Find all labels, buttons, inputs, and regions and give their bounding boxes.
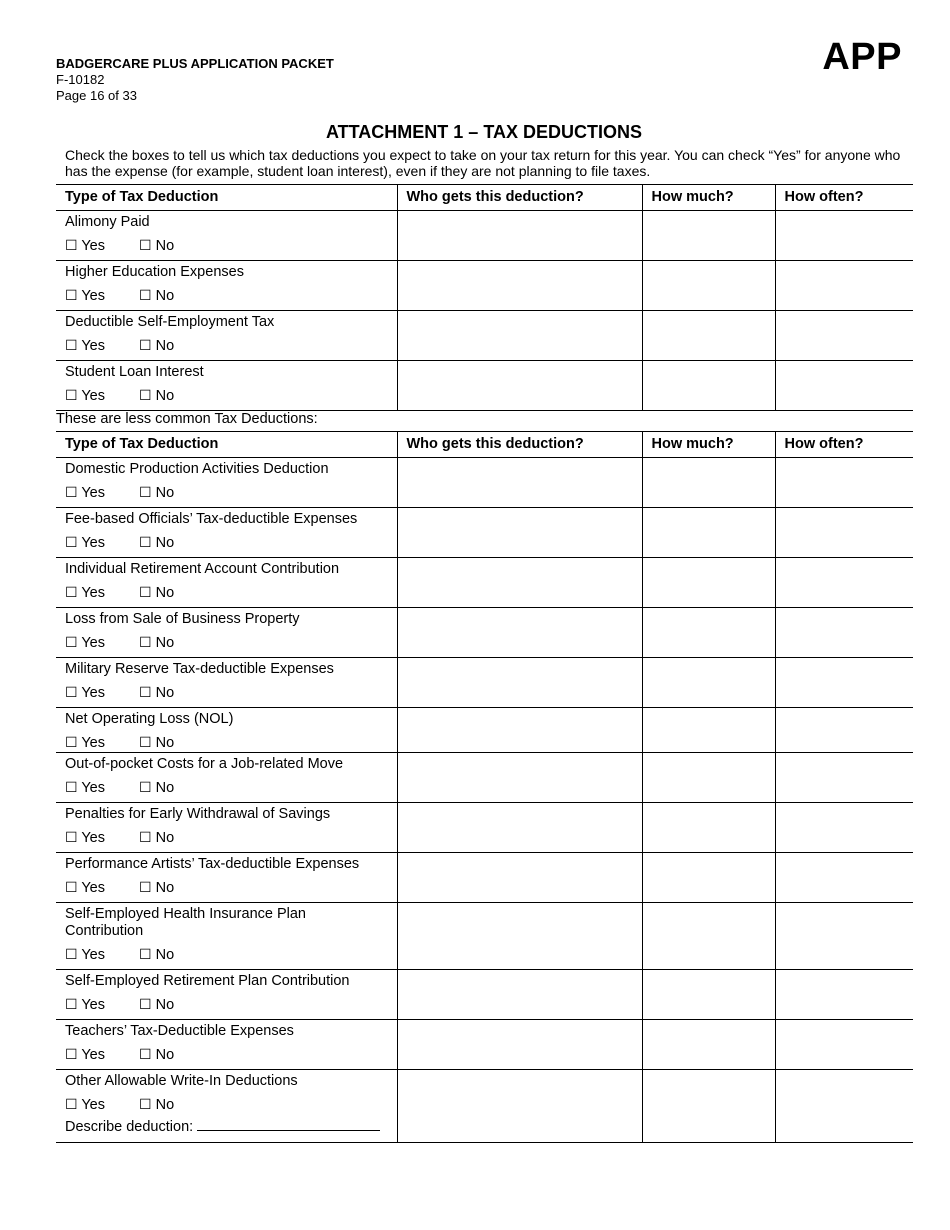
how-often-cell[interactable] [775, 608, 913, 658]
how-often-cell[interactable] [775, 508, 913, 558]
how-much-cell[interactable] [642, 1020, 775, 1070]
attachment-title: ATTACHMENT 1 – TAX DEDUCTIONS [325, 122, 642, 142]
deduction-type-cell [56, 608, 397, 658]
deduction-name: Alimony Paid [65, 214, 150, 230]
no-checkbox[interactable]: ☐ [139, 287, 152, 303]
no-option[interactable] [139, 880, 174, 896]
how-much-cell[interactable] [642, 1070, 775, 1143]
deduction-name: Student Loan Interest [65, 364, 204, 380]
yes-checkbox[interactable]: ☐ [65, 734, 78, 750]
deduction-type-cell [56, 903, 397, 970]
yes-no-choice [56, 728, 397, 752]
deduction-type-cell [56, 1070, 397, 1143]
no-label: No [155, 1097, 175, 1113]
yes-no-choice [56, 1040, 397, 1064]
deduction-name: Fee-based Officials’ Tax-deductible Expenses [65, 511, 358, 527]
who-cell[interactable] [397, 903, 642, 970]
yes-no-choice [56, 990, 397, 1014]
who-cell[interactable] [397, 311, 642, 361]
how-much-cell[interactable] [642, 508, 775, 558]
no-checkbox[interactable]: ☐ [139, 879, 152, 895]
document-header [56, 56, 334, 104]
how-often-cell[interactable] [775, 803, 913, 853]
yes-label: Yes [81, 1097, 105, 1113]
yes-no-choice [56, 678, 397, 702]
describe-input-line[interactable] [197, 1117, 380, 1131]
no-option[interactable] [139, 780, 174, 796]
deduction-row-out-of-pocket-costs-for-a-job-related-move [56, 753, 913, 803]
deduction-row-military-reserve-tax-deductible-expenses [56, 658, 913, 708]
header-how-much: How much? [642, 185, 775, 211]
yes-option[interactable] [65, 997, 105, 1013]
describe-deduction [56, 1114, 397, 1138]
yes-checkbox[interactable]: ☐ [65, 996, 78, 1012]
app-mark: APP [822, 36, 902, 78]
deduction-type-cell [56, 361, 397, 411]
yes-no-choice [56, 873, 397, 897]
no-checkbox[interactable]: ☐ [139, 946, 152, 962]
no-label: No [155, 947, 175, 963]
yes-checkbox[interactable]: ☐ [65, 337, 78, 353]
deduction-type-cell [56, 261, 397, 311]
yes-label: Yes [81, 735, 105, 751]
how-much-cell[interactable] [642, 558, 775, 608]
yes-label: Yes [81, 880, 105, 896]
who-cell[interactable] [397, 1070, 642, 1143]
no-option[interactable] [139, 238, 174, 254]
how-often-cell[interactable] [775, 1070, 913, 1143]
deduction-row-loss-from-sale-of-business-property [56, 608, 913, 658]
how-often-cell[interactable] [775, 970, 913, 1020]
no-checkbox[interactable]: ☐ [139, 684, 152, 700]
yes-label: Yes [81, 830, 105, 846]
no-option[interactable] [139, 338, 174, 354]
less-common-note-row [56, 411, 913, 432]
deduction-name: Self-Employed Retirement Plan Contribution [65, 973, 350, 989]
page-number: Page 16 of 33 [56, 88, 137, 103]
yes-checkbox[interactable]: ☐ [65, 684, 78, 700]
deduction-row-deductible-self-employment-tax [56, 311, 913, 361]
deduction-type-cell [56, 708, 397, 753]
who-cell[interactable] [397, 608, 642, 658]
yes-no-choice [56, 381, 397, 405]
no-checkbox[interactable]: ☐ [139, 584, 152, 600]
deduction-row-domestic-production-activities-deduction [56, 458, 913, 508]
header-type: Type of Tax Deduction [56, 432, 397, 458]
header-how-often: How often? [775, 185, 913, 211]
header-how-much: How much? [642, 432, 775, 458]
column-header-row [56, 185, 913, 211]
who-cell[interactable] [397, 458, 642, 508]
no-label: No [155, 238, 175, 254]
how-often-cell[interactable] [775, 658, 913, 708]
no-checkbox[interactable]: ☐ [139, 829, 152, 845]
deduction-type-cell [56, 853, 397, 903]
no-checkbox[interactable]: ☐ [139, 237, 152, 253]
deduction-row-self-employed-retirement-plan-contribution [56, 970, 913, 1020]
no-checkbox[interactable]: ☐ [139, 634, 152, 650]
describe-label: Describe deduction: [65, 1119, 194, 1135]
how-often-cell[interactable] [775, 753, 913, 803]
no-label: No [155, 997, 175, 1013]
deduction-name: Loss from Sale of Business Property [65, 611, 300, 627]
yes-label: Yes [81, 238, 105, 254]
no-option[interactable] [139, 685, 174, 701]
no-checkbox[interactable]: ☐ [139, 337, 152, 353]
who-cell[interactable] [397, 361, 642, 411]
no-option[interactable] [139, 947, 174, 963]
yes-checkbox[interactable]: ☐ [65, 237, 78, 253]
yes-label: Yes [81, 485, 105, 501]
yes-checkbox[interactable]: ☐ [65, 584, 78, 600]
header-who: Who gets this deduction? [397, 185, 642, 211]
who-cell[interactable] [397, 1020, 642, 1070]
deduction-name: Performance Artists’ Tax-deductible Expenses [65, 856, 360, 872]
form-number: F-10182 [56, 72, 105, 87]
deduction-name: Teachers’ Tax-Deductible Expenses [65, 1023, 294, 1039]
yes-checkbox[interactable]: ☐ [65, 879, 78, 895]
deduction-type-cell [56, 311, 397, 361]
no-option[interactable] [139, 1097, 174, 1113]
yes-label: Yes [81, 685, 105, 701]
yes-option[interactable] [65, 238, 105, 254]
deduction-name: Individual Retirement Account Contribution [65, 561, 340, 577]
packet-title: BADGERCARE PLUS APPLICATION PACKET [56, 56, 334, 71]
no-option[interactable] [139, 535, 174, 551]
no-option[interactable] [139, 288, 174, 304]
deduction-name: Domestic Production Activities Deduction [65, 461, 329, 477]
yes-option[interactable] [65, 735, 105, 751]
how-much-cell[interactable] [642, 970, 775, 1020]
deduction-row-performance-artists-tax-deductible-expenses [56, 853, 913, 903]
yes-label: Yes [81, 1047, 105, 1063]
yes-no-choice [56, 281, 397, 305]
who-cell[interactable] [397, 853, 642, 903]
how-often-cell[interactable] [775, 261, 913, 311]
deduction-name: Net Operating Loss (NOL) [65, 711, 234, 727]
no-label: No [155, 485, 175, 501]
who-cell[interactable] [397, 211, 642, 261]
how-often-cell[interactable] [775, 853, 913, 903]
yes-no-choice [56, 823, 397, 847]
no-option[interactable] [139, 997, 174, 1013]
no-checkbox[interactable]: ☐ [139, 1096, 152, 1112]
yes-label: Yes [81, 338, 105, 354]
deduction-name: Higher Education Expenses [65, 264, 244, 280]
header-how-often: How often? [775, 432, 913, 458]
deduction-name: Deductible Self-Employment Tax [65, 314, 275, 330]
deduction-name: Out-of-pocket Costs for a Job-related Move [65, 756, 344, 772]
deduction-row-teachers-tax-deductible-expenses [56, 1020, 913, 1070]
deduction-type-cell [56, 658, 397, 708]
how-often-cell[interactable] [775, 903, 913, 970]
no-label: No [155, 685, 175, 701]
deduction-type-cell [56, 753, 397, 803]
yes-option[interactable] [65, 288, 105, 304]
deduction-type-cell [56, 558, 397, 608]
yes-label: Yes [81, 947, 105, 963]
yes-option[interactable] [65, 585, 105, 601]
no-option[interactable] [139, 830, 174, 846]
deduction-type-cell [56, 211, 397, 261]
column-header-row [56, 432, 913, 458]
yes-option[interactable] [65, 830, 105, 846]
how-much-cell[interactable] [642, 211, 775, 261]
no-label: No [155, 585, 175, 601]
yes-option[interactable] [65, 338, 105, 354]
deduction-type-cell [56, 508, 397, 558]
yes-checkbox[interactable]: ☐ [65, 387, 78, 403]
no-label: No [155, 388, 175, 404]
no-checkbox[interactable]: ☐ [139, 996, 152, 1012]
deduction-name: Military Reserve Tax-deductible Expenses [65, 661, 334, 677]
how-much-cell[interactable] [642, 311, 775, 361]
yes-checkbox[interactable]: ☐ [65, 946, 78, 962]
how-much-cell[interactable] [642, 853, 775, 903]
yes-option[interactable] [65, 388, 105, 404]
yes-checkbox[interactable]: ☐ [65, 484, 78, 500]
deduction-name: Other Allowable Write-In Deductions [65, 1073, 298, 1089]
less-common-note: These are less common Tax Deductions: [56, 411, 913, 432]
yes-no-choice [56, 478, 397, 502]
yes-option[interactable] [65, 685, 105, 701]
yes-option[interactable] [65, 535, 105, 551]
deduction-row-student-loan-interest [56, 361, 913, 411]
yes-label: Yes [81, 535, 105, 551]
yes-option[interactable] [65, 947, 105, 963]
yes-label: Yes [81, 288, 105, 304]
no-label: No [155, 880, 175, 896]
no-label: No [155, 288, 175, 304]
deduction-type-cell [56, 803, 397, 853]
header-type: Type of Tax Deduction [56, 185, 397, 211]
how-often-cell[interactable] [775, 558, 913, 608]
deduction-row-higher-education-expenses [56, 261, 913, 311]
how-much-cell[interactable] [642, 361, 775, 411]
who-cell[interactable] [397, 970, 642, 1020]
deduction-row-fee-based-officials-tax-deductible-expenses [56, 508, 913, 558]
yes-checkbox[interactable]: ☐ [65, 534, 78, 550]
yes-label: Yes [81, 997, 105, 1013]
no-option[interactable] [139, 1047, 174, 1063]
no-checkbox[interactable]: ☐ [139, 534, 152, 550]
who-cell[interactable] [397, 658, 642, 708]
intro-text: Check the boxes to tell us which tax deductions you expect to take on your tax return for this year. You can check “Yes” for anyone who has the expense (for example, student loan interest), even if they are not planning to file taxes. [65, 147, 901, 179]
how-much-cell[interactable] [642, 753, 775, 803]
deduction-row-net-operating-loss-nol [56, 708, 913, 753]
yes-option[interactable] [65, 1097, 105, 1113]
yes-no-choice [56, 773, 397, 797]
how-much-cell[interactable] [642, 708, 775, 753]
no-label: No [155, 1047, 175, 1063]
deduction-row-individual-retirement-account-contribution [56, 558, 913, 608]
who-cell[interactable] [397, 508, 642, 558]
deduction-name: Self-Employed Health Insurance Plan Contribution [65, 906, 306, 939]
no-checkbox[interactable]: ☐ [139, 779, 152, 795]
no-checkbox[interactable]: ☐ [139, 1046, 152, 1062]
deduction-type-cell [56, 1020, 397, 1070]
yes-checkbox[interactable]: ☐ [65, 779, 78, 795]
no-label: No [155, 735, 175, 751]
yes-no-choice [56, 1090, 397, 1114]
yes-no-choice [56, 331, 397, 355]
how-often-cell[interactable] [775, 211, 913, 261]
deduction-row-other-allowable-write-in-deductions [56, 1070, 913, 1143]
how-often-cell[interactable] [775, 708, 913, 753]
how-often-cell[interactable] [775, 361, 913, 411]
how-much-cell[interactable] [642, 458, 775, 508]
deduction-row-self-employed-health-insurance-plan-contribution [56, 903, 913, 970]
yes-checkbox[interactable]: ☐ [65, 287, 78, 303]
who-cell[interactable] [397, 261, 642, 311]
yes-no-choice [56, 940, 397, 964]
who-cell[interactable] [397, 803, 642, 853]
yes-option[interactable] [65, 635, 105, 651]
no-option[interactable] [139, 735, 174, 751]
no-option[interactable] [139, 485, 174, 501]
yes-checkbox[interactable]: ☐ [65, 829, 78, 845]
yes-label: Yes [81, 780, 105, 796]
how-often-cell[interactable] [775, 311, 913, 361]
how-often-cell[interactable] [775, 458, 913, 508]
yes-option[interactable] [65, 880, 105, 896]
no-option[interactable] [139, 635, 174, 651]
no-label: No [155, 338, 175, 354]
how-often-cell[interactable] [775, 1020, 913, 1070]
yes-no-choice [56, 628, 397, 652]
yes-checkbox[interactable]: ☐ [65, 1096, 78, 1112]
yes-no-choice [56, 578, 397, 602]
header-who: Who gets this deduction? [397, 432, 642, 458]
yes-label: Yes [81, 585, 105, 601]
no-option[interactable] [139, 388, 174, 404]
deduction-type-cell [56, 458, 397, 508]
yes-label: Yes [81, 635, 105, 651]
no-label: No [155, 535, 175, 551]
no-option[interactable] [139, 585, 174, 601]
yes-option[interactable] [65, 485, 105, 501]
yes-checkbox[interactable]: ☐ [65, 634, 78, 650]
deduction-row-alimony-paid [56, 211, 913, 261]
yes-option[interactable] [65, 780, 105, 796]
how-much-cell[interactable] [642, 608, 775, 658]
yes-label: Yes [81, 388, 105, 404]
deduction-row-penalties-for-early-withdrawal-of-savings [56, 803, 913, 853]
deduction-name: Penalties for Early Withdrawal of Savings [65, 806, 331, 822]
how-much-cell[interactable] [642, 903, 775, 970]
yes-option[interactable] [65, 1047, 105, 1063]
no-checkbox[interactable]: ☐ [139, 484, 152, 500]
no-label: No [155, 830, 175, 846]
yes-no-choice [56, 528, 397, 552]
how-much-cell[interactable] [642, 803, 775, 853]
yes-no-choice [56, 231, 397, 255]
no-checkbox[interactable]: ☐ [139, 734, 152, 750]
tax-deductions-table [56, 184, 913, 1143]
who-cell[interactable] [397, 753, 642, 803]
no-checkbox[interactable]: ☐ [139, 387, 152, 403]
who-cell[interactable] [397, 558, 642, 608]
no-label: No [155, 635, 175, 651]
no-label: No [155, 780, 175, 796]
deduction-type-cell [56, 970, 397, 1020]
how-much-cell[interactable] [642, 658, 775, 708]
yes-checkbox[interactable]: ☐ [65, 1046, 78, 1062]
how-much-cell[interactable] [642, 261, 775, 311]
who-cell[interactable] [397, 708, 642, 753]
